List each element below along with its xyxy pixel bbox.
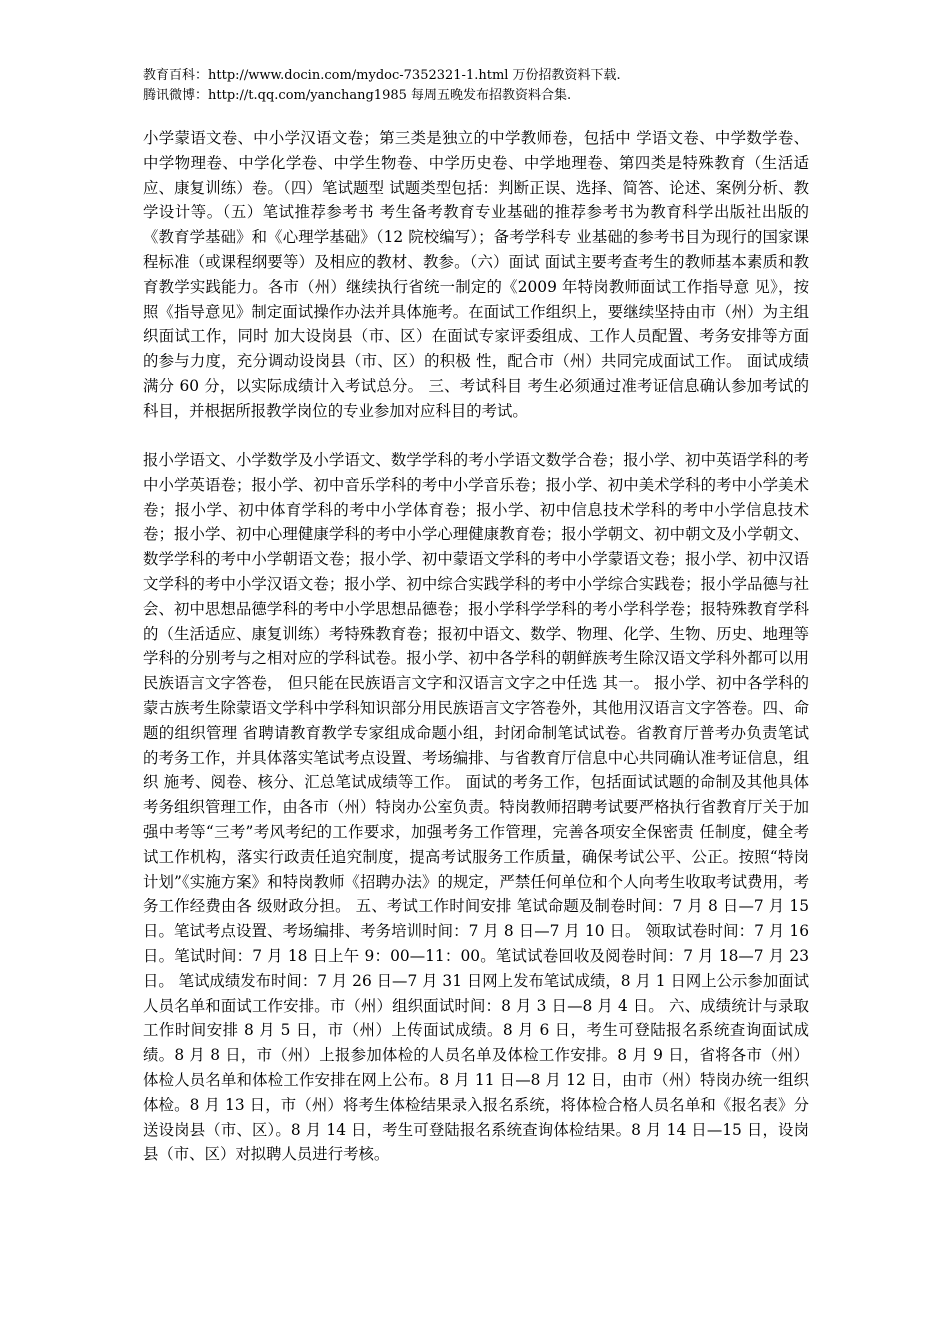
body-paragraph-1: 小学蒙语文卷、中小学汉语文卷；第三类是独立的中学教师卷，包括中 学语文卷、中学数学卷、中学物理卷、中学化学卷、中学生物卷、中学历史卷、中学地理卷、第四类是特殊教育（生活适应、康复训练）卷。（四）笔试题型 试题类型包括：判断正误、选择、简答、论述、案例分析、教学设计等。（五）笔试推荐参考书 考生备考教育专业基础的推荐参考书为教育科学出版社出版的《教育学基础》和《心理学基础》（12 院校编写）；备考学科专 业基础的参考书目为现行的国家课程标准（或课程纲要等）及相应的教材、教参。（六）面试 面试主要考查考生的教师基本素质和教育教学实践能力。各市（州）继续执行省统一制定的《2009 年特岗教师面试工作指导意 见》，按照《指导意见》制定面试操作办法并具体施考。在面试工作组织上，要继续坚持由市（州）为主组织面试工作，同时 加大设岗县（市、区）在面试专家评委组成、工作人员配置、考务安排等方面的参与力度，充分调动设岗县（市、区）的积极 性，配合市（州）共同完成面试工作。 面试成绩满分 60 分，以实际成绩计入考试总分。 三、考试科目 考生必须通过准考证信息确认参加考试的科目，并根据所报教学岗位的专业参加对应科目的考试。 [143,129,809,420]
page-header [143,66,823,106]
header-line-weibo: 腾讯微博：http://t.qq.com/yanchang1985 每周五晚发布招教资料合集. [143,88,572,103]
body-paragraph-2: 报小学语文、小学数学及小学语文、数学学科的考小学语文数学合卷；报小学、初中英语学科的考中小学英语卷；报小学、初中音乐学科的考中小学音乐卷；报小学、初中美术学科的考中小学美术卷；报小学、初中体育学科的考中小学体育卷；报小学、初中信息技术学科的考中小学信息技术卷；报小学、初中心理健康学科的考中小学心理健康教育卷；报小学朝文、初中朝文及小学朝文、数学学科的考中小学朝语文卷；报小学、初中蒙语文学科的考中小学蒙语文卷；报小学、初中汉语文学科的考中小学汉语文卷；报小学、初中综合实践学科的考中小学综合实践卷；报小学品德与社会、初中思想品德学科的考中小学思想品德卷；报小学科学学科的考小学科学卷；报特殊教育学科的（生活适应、康复训练）考特殊教育卷；报初中语文、数学、物理、化学、生物、历史、地理等学科的分别考与之相对应的学科试卷。报小学、初中各学科的朝鲜族考生除汉语文学科外都可以用民族语言文字答卷， 但只能在民族语言文字和汉语言文字之中任选 其一。 报小学、初中各学科的蒙古族考生除蒙语文学科中学科知识部分用民族语言文字答卷外，其他用汉语言文字答卷。四、命题的组织管理 省聘请教育教学专家组成命题小组，封闭命制笔试试卷。省教育厅普考办负责笔试的考务工作，并具体落实笔试考点设置、考场编排、与省教育厅信息中心共同确认准考证信息，组织 施考、阅卷、核分、汇总笔试成绩等工作。 面试的考务工作，包括面试试题的命制及其他具体考务组织管理工作，由各市（州）特岗办公室负责。特岗教师招聘考试要严格执行省教育厅关于加强中考等“三考”考风考纪的工作要求，加强考务工作管理，完善各项安全保密责 任制度，健全考试工作机构，落实行政责任追究制度，提高考试服务工作质量，确保考试公平、公正。按照“特岗计划”《实施方案》和特岗教师《招聘办法》的规定，严禁任何单位和个人向考生收取考试费用，考务工作经费由各 级财政分担。 五、考试工作时间安排 笔试命题及制卷时间：7 月 8 日—7 月 15 日。笔试考点设置、考场编排、考务培训时间：7 月 8 日—7 月 10 日。 领取试卷时间：7 月 16 日。笔试时间：7 月 18 日上午 9：00—11：00。笔试试卷回收及阅卷时间：7 月 18—7 月 23 日。 笔试成绩发布时间：7 月 26 日—7 月 31 日网上发布笔试成绩，8 月 1 日网上公示参加面试人员名单和面试工作安排。市（州）组织面试时间：8 月 3 日—8 月 4 日。 六、成绩统计与录取工作时间安排 8 月 5 日，市（州）上传面试成绩。8 月 6 日，考生可登陆报名系统查询面试成绩。8 月 8 日，市（州）上报参加体检的人员名单及体检工作安排。8 月 9 日，省将各市（州）体检人员名单和体检工作安排在网上公布。8 月 11 日—8 月 12 日，由市（州）特岗办统一组织体检。8 月 13 日，市（州）将考生体检结果录入报名系统，将体检合格人员名单和《报名表》分送设岗县（市、区）。8 月 14 日，考生可登陆报名系统查询体检结果。8 月 14 日—15 日，设岗县（市、区）对拟聘人员进行考核。 [143,451,809,1164]
header-line-docin: 教育百科：http://www.docin.com/mydoc-7352321-1.html 万份招教资料下载. [143,68,621,83]
